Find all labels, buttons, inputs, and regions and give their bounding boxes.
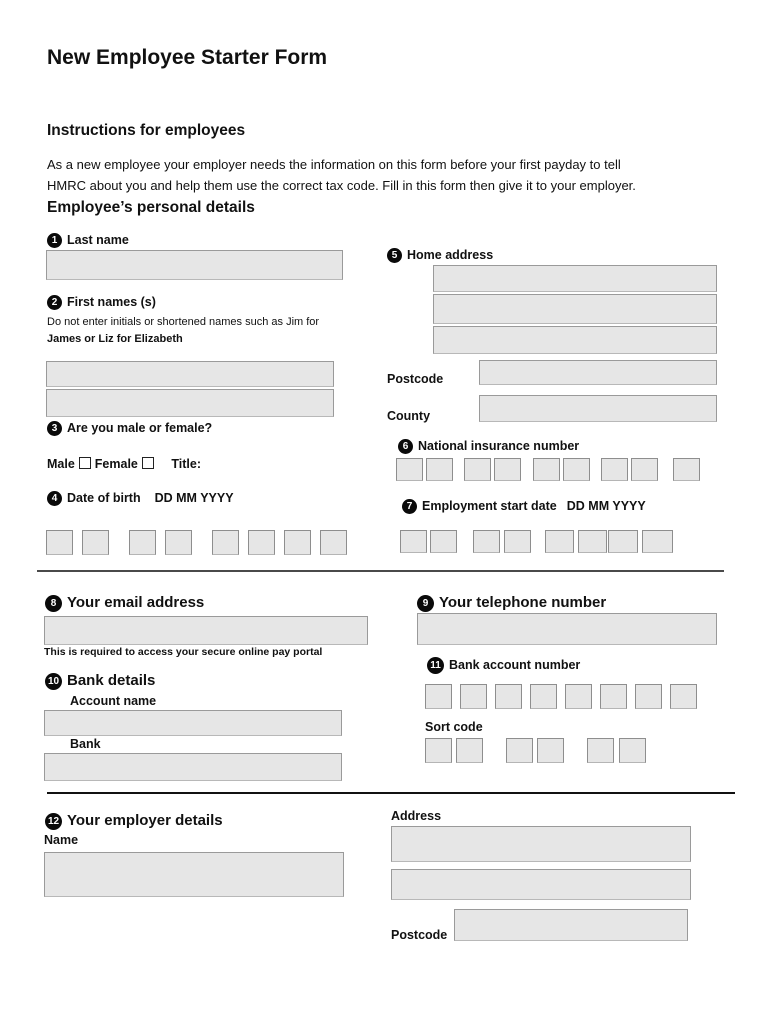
number-3-icon: 3 [47,421,62,436]
sort-code-box[interactable] [587,738,614,763]
sort-code-box[interactable] [537,738,564,763]
sort-code-box[interactable] [506,738,533,763]
ni-char-box[interactable] [396,458,423,481]
home-address-line-2[interactable] [433,294,717,324]
employer-address-label: Address [391,809,442,823]
dob-digit-box[interactable] [82,530,109,555]
number-4-icon: 4 [47,491,62,506]
male-checkbox[interactable] [79,457,91,469]
account-number-box[interactable] [530,684,557,709]
employer-details-label: 12 Your employer details [45,812,223,830]
email-note: This is required to access your secure online pay portal [44,646,323,658]
female-checkbox[interactable] [142,457,154,469]
number-8-icon: 8 [45,595,62,612]
phone-label: 9 Your telephone number [417,594,606,612]
number-6-icon: 6 [398,439,413,454]
start-date-digit-box[interactable] [608,530,638,553]
page-title: New Employee Starter Form [47,46,328,69]
section-divider [37,570,724,572]
ni-char-box[interactable] [464,458,491,481]
start-date-digit-box[interactable] [400,530,427,553]
number-10-icon: 10 [45,673,62,690]
number-7-icon: 7 [402,499,417,514]
number-1-icon: 1 [47,233,62,248]
first-names-hint-2: James or Liz for Elizabeth [47,333,183,345]
gender-options [47,457,201,471]
home-address-label: 5 Home address [387,248,493,263]
sort-code-box[interactable] [425,738,452,763]
employer-postcode-label: Postcode [391,928,448,942]
first-names-field-1[interactable] [46,361,334,387]
bank-details-label: 10 Bank details [45,672,155,690]
employer-address-line-2[interactable] [391,869,691,900]
section-divider [47,792,735,794]
account-number-box[interactable] [635,684,662,709]
number-5-icon: 5 [387,248,402,263]
ni-char-box[interactable] [494,458,521,481]
dob-digit-box[interactable] [284,530,311,555]
number-2-icon: 2 [47,295,62,310]
start-date-label: 7 Employment start date DD MM YYYY [402,499,646,514]
home-address-line-3[interactable] [433,326,717,354]
dob-digit-box[interactable] [46,530,73,555]
start-date-digit-box[interactable] [578,530,607,553]
first-names-field-2[interactable] [46,389,334,417]
instructions-heading: Instructions for employees [47,122,246,139]
home-address-line-1[interactable] [433,265,717,292]
dob-digit-box[interactable] [165,530,192,555]
instructions-text: As a new employee your employer needs the information on this form before your first payday to tell HMRC about you and help them use the correct tax code. Fill in this form then give it to your employer. [47,157,636,193]
first-names-label: 2 First names (s) [47,295,156,310]
county-label: County [387,409,431,423]
employer-address-line-1[interactable] [391,826,691,862]
county-field[interactable] [479,395,717,422]
number-12-icon: 12 [45,813,62,830]
email-field[interactable] [44,616,368,645]
account-name-field[interactable] [44,710,342,736]
employer-name-label: Name [44,833,79,847]
account-number-box[interactable] [670,684,697,709]
email-label: 8 Your email address [45,594,204,612]
dob-digit-box[interactable] [320,530,347,555]
ni-char-box[interactable] [631,458,658,481]
dob-digit-box[interactable] [212,530,239,555]
employer-name-field[interactable] [44,852,344,897]
sort-code-box[interactable] [456,738,483,763]
sort-code-label: Sort code [425,720,483,734]
account-number-box[interactable] [460,684,487,709]
male-label: Male [47,457,75,471]
female-label: Female [94,457,138,471]
account-name-label: Account name [70,694,157,708]
last-name-label: 1 Last name [47,233,129,248]
first-names-hint: Do not enter initials or shortened names such as Jim for [47,316,320,328]
ni-char-box[interactable] [426,458,453,481]
ni-char-box[interactable] [601,458,628,481]
start-date-digit-box[interactable] [545,530,574,553]
dob-label: 4 Date of birth DD MM YYYY [47,491,234,506]
ni-number-label: 6 National insurance number [398,439,579,454]
account-number-box[interactable] [600,684,627,709]
account-number-box[interactable] [425,684,452,709]
number-11-icon: 11 [427,657,444,674]
account-number-box[interactable] [495,684,522,709]
employer-postcode-field[interactable] [454,909,688,941]
bank-name-label: Bank [70,737,101,751]
start-date-digit-box[interactable] [430,530,457,553]
dob-digit-box[interactable] [248,530,275,555]
postcode-field[interactable] [479,360,717,385]
bank-name-field[interactable] [44,753,342,781]
account-number-label: 11 Bank account number [427,657,580,674]
phone-field[interactable] [417,613,717,645]
postcode-label: Postcode [387,372,444,386]
last-name-field[interactable] [46,250,343,280]
start-date-digit-box[interactable] [504,530,531,553]
dob-digit-box[interactable] [129,530,156,555]
start-date-digit-box[interactable] [473,530,500,553]
gender-label: 3 Are you male or female? [47,421,212,436]
start-date-digit-box[interactable] [642,530,673,553]
ni-char-box[interactable] [673,458,700,481]
personal-details-heading: Employee’s personal details [47,199,255,216]
number-9-icon: 9 [417,595,434,612]
ni-char-box[interactable] [533,458,560,481]
ni-char-box[interactable] [563,458,590,481]
title-label: Title: [171,457,202,471]
sort-code-box[interactable] [619,738,646,763]
account-number-box[interactable] [565,684,592,709]
